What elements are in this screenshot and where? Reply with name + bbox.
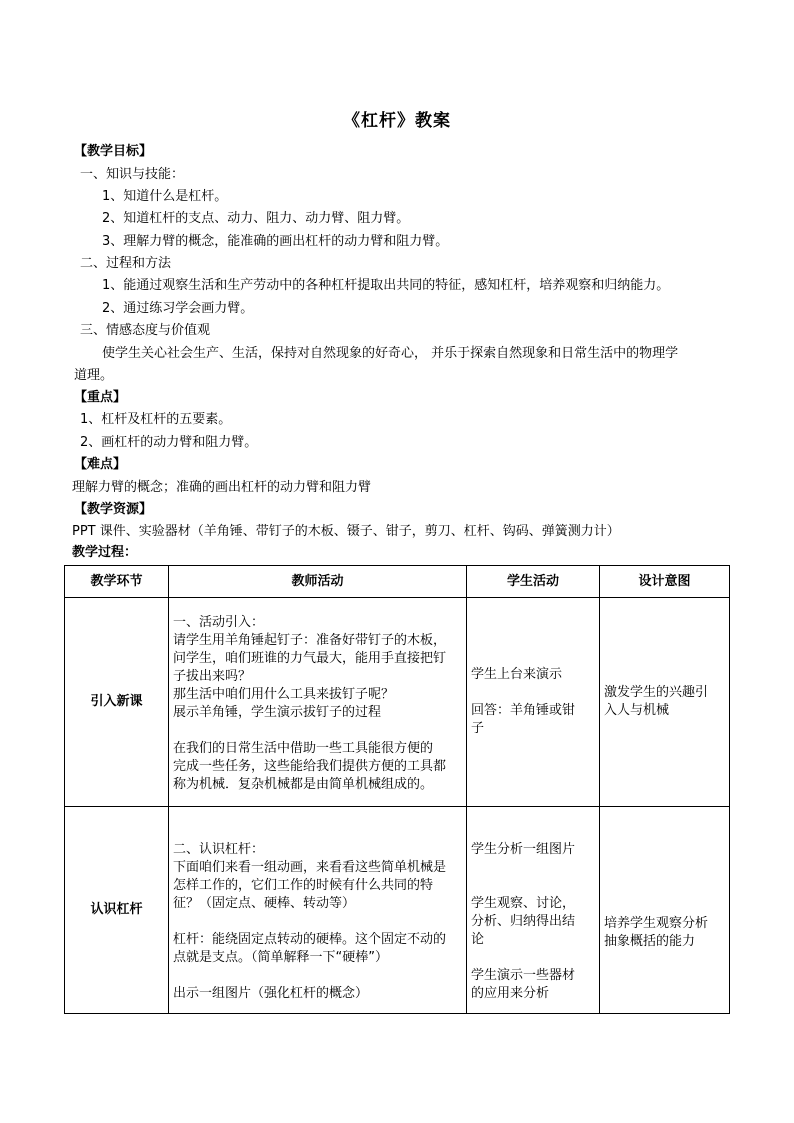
difficulty-text: 理解力臂的概念；准确的画出杠杆的动力臂和阻力臂: [72, 480, 372, 495]
student-activity-cell: [467, 807, 600, 1014]
text-line: [173, 913, 462, 931]
text-line: 点就是支点。（简单解释一下“硬棒”）: [173, 949, 388, 965]
text-line: 展示羊角锤，学生演示拔钉子的过程: [173, 704, 382, 720]
text-line: 问学生，咱们班谁的力气最大，能用手直接把钉: [173, 650, 447, 666]
text-line: 学生分析一组图片: [471, 841, 576, 857]
text-line: 学生演示一些器材: [471, 967, 576, 983]
text-line: 一、活动引入：: [173, 614, 265, 630]
text-line: [173, 823, 462, 841]
table-header: 学生活动: [467, 566, 600, 598]
emotion-text-cont: 道理。: [74, 368, 114, 383]
table-header: 设计意图: [600, 566, 730, 598]
table-header: 教学环节: [65, 566, 169, 598]
text-line: 论: [471, 931, 485, 947]
text-line: 怎样工作的，它们工作的时候有什么共同的特: [173, 877, 434, 893]
goals-heading: 【教学目标】: [74, 144, 153, 159]
document-title: 《杠杆》教案: [343, 111, 451, 131]
text-line: [173, 967, 462, 985]
text-line: 培养学生观察分析: [604, 915, 709, 931]
text-line: [471, 877, 595, 895]
design-intent-cell: [600, 807, 730, 1014]
text-line: 抽象概括的能力: [604, 933, 696, 949]
text-line: 学生观察、讨论，: [471, 895, 576, 911]
text-line: 子拔出来吗？: [173, 668, 252, 684]
table-row: [65, 807, 730, 1014]
teacher-activity-cell: [169, 807, 467, 1014]
teaching-process-table: [64, 565, 730, 1014]
knowledge-heading: 一、知识与技能：: [80, 167, 185, 182]
design-intent-cell: [600, 598, 730, 807]
key-points-heading: 【重点】: [74, 390, 127, 405]
text-line: 征？（固定点、硬棒、转动等）: [173, 895, 356, 911]
text-line: 在我们的日常生活中借助一些工具能很方便的: [173, 740, 434, 756]
process-heading: 二、过程和方法: [80, 256, 172, 271]
teacher-activity-cell: [169, 598, 467, 807]
text-line: [471, 859, 595, 877]
text-line: 学生上台来演示: [471, 667, 563, 682]
resources-text: PPT 课件、实验器材（羊角锤、带钉子的木板、镊子、钳子，剪刀、杠杆、钩码、弹簧测力计）: [72, 524, 620, 539]
text-line: 下面咱们来看一组动画，来看看这些简单机械是: [173, 859, 447, 875]
text-line: 分析、归纳得出结: [471, 913, 576, 929]
resources-heading: 【教学资源】: [74, 502, 153, 517]
text-line: 杠杆：能绕固定点转动的硬棒。这个固定不动的: [173, 931, 447, 947]
process-title: 教学过程：: [72, 545, 138, 560]
text-line: [471, 949, 595, 967]
table-header-row: [65, 566, 730, 598]
text-line: 激发学生的兴趣引: [604, 685, 709, 700]
emotion-text: 使学生关心社会生产、生活，保持对自然现象的好奇心， 并乐于探索自然现象和日常生活中的物理学: [102, 346, 679, 361]
stage-cell: 引入新课: [65, 598, 169, 807]
knowledge-item: 1、知道什么是杠杆。: [102, 189, 228, 204]
text-line: 完成一些任务，这些能给我们提供方便的工具都: [173, 758, 447, 774]
text-line: 二、认识杠杆：: [173, 841, 265, 857]
key-point-item: 1、杠杆及杠杆的五要素。: [80, 412, 232, 427]
emotion-heading: 三、情感态度与价值观: [80, 323, 211, 338]
text-line: 那生活中咱们用什么工具来拔钉子呢？: [173, 686, 395, 702]
student-activity-cell: [467, 598, 600, 807]
text-line: 称为机械．复杂机械都是由简单机械组成的。: [173, 776, 434, 792]
key-point-item: 2、画杠杆的动力臂和阻力臂。: [80, 435, 258, 450]
text-line: [471, 823, 595, 841]
text-line: 回答：羊角锤或钳: [471, 703, 576, 718]
process-item: 1、能通过观察生活和生产劳动中的各种杠杆提取出共同的特征，感知杠杆，培养观察和归纳能力。: [102, 278, 670, 293]
process-item: 2、通过练习学会画力臂。: [102, 301, 254, 316]
text-line: 子: [471, 721, 485, 736]
text-line: [471, 684, 595, 702]
text-line: 请学生用羊角锤起钉子：准备好带钉子的木板，: [173, 632, 447, 648]
text-line: 出示一组图片（强化杠杆的概念）: [173, 985, 369, 1001]
stage-cell: 认识杠杆: [65, 807, 169, 1014]
table-header: 教师活动: [169, 566, 467, 598]
knowledge-item: 3、理解力臂的概念，能准确的画出杠杆的动力臂和阻力臂。: [102, 234, 449, 249]
table-row: [65, 598, 730, 807]
knowledge-item: 2、知道杠杆的支点、动力、阻力、动力臂、阻力臂。: [102, 211, 410, 226]
difficulty-heading: 【难点】: [74, 457, 127, 472]
text-line: 入人与机械: [604, 703, 670, 718]
text-line: 的应用来分析: [471, 985, 550, 1001]
text-line: [173, 722, 462, 740]
